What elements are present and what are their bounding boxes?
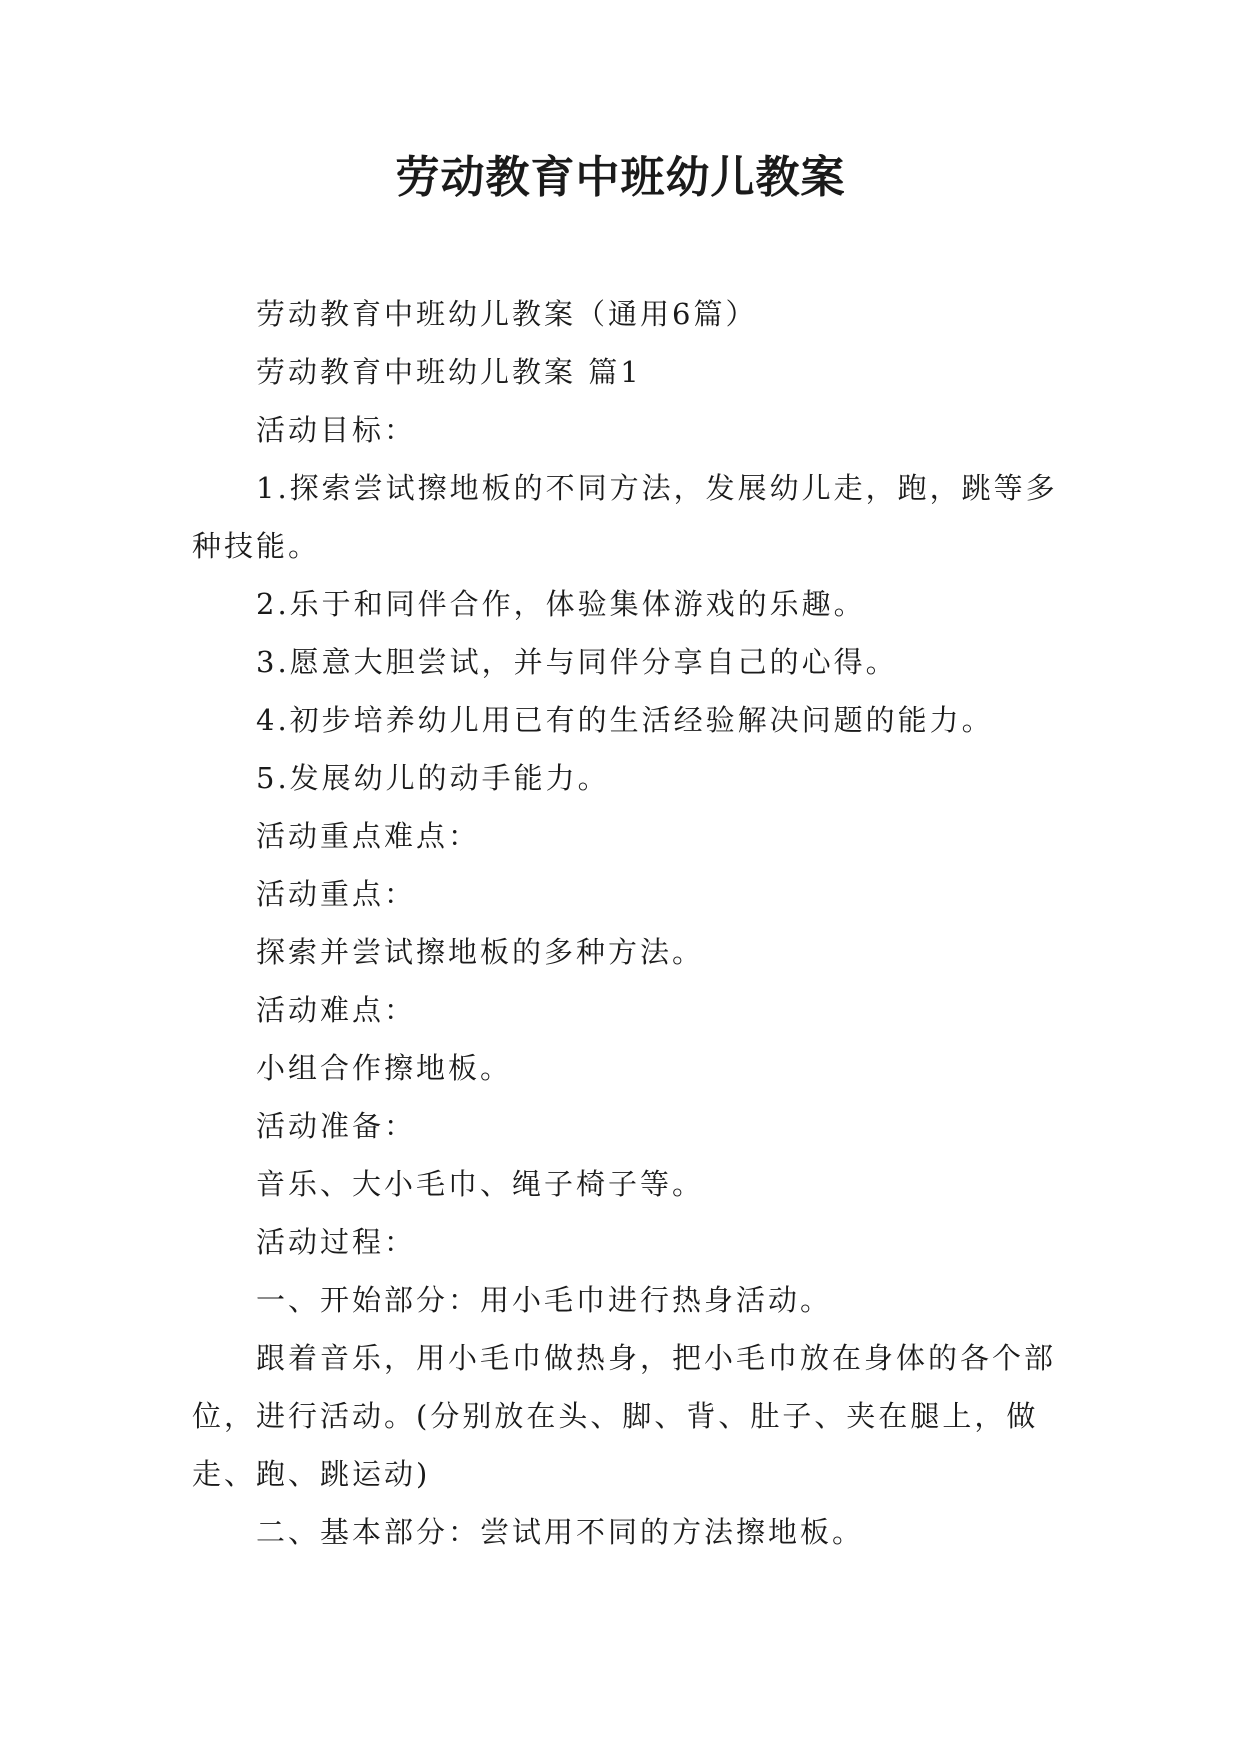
paragraph-preparation-heading: 活动准备： [256, 1109, 417, 1143]
document-title: 劳动教育中班幼儿教案 [395, 152, 846, 203]
paragraph-process-part-1-detail: 跟着音乐，用小毛巾做热身，把小毛巾放在身体的各个部位，进行活动。(分别放在头、脚、背、肚子、夹在腿上，做走、跑、跳运动) [192, 1341, 1057, 1491]
paragraph-focus-heading: 活动重点： [256, 877, 417, 911]
paragraph-key-points-heading: 活动重点难点： [256, 819, 481, 853]
paragraph-section-heading: 劳动教育中班幼儿教案 篇1 [256, 355, 642, 389]
paragraph-difficulty-heading: 活动难点： [256, 993, 417, 1027]
paragraph-preparation-text: 音乐、大小毛巾、绳子椅子等。 [256, 1167, 705, 1201]
paragraph-process-part-1: 一、开始部分：用小毛巾进行热身活动。 [256, 1283, 833, 1317]
paragraph-goal-4: 4.初步培养幼儿用已有的生活经验解决问题的能力。 [256, 703, 994, 737]
document-body [192, 285, 1072, 1561]
paragraph-doc-subtitle: 劳动教育中班幼儿教案（通用6篇） [256, 297, 758, 331]
paragraph-process-part-2: 二、基本部分：尝试用不同的方法擦地板。 [256, 1515, 865, 1549]
paragraph-goal-5: 5.发展幼儿的动手能力。 [256, 761, 610, 795]
paragraph-goal-2: 2.乐于和同伴合作，体验集体游戏的乐趣。 [256, 587, 866, 621]
paragraph-goal-3: 3.愿意大胆尝试，并与同伴分享自己的心得。 [256, 645, 898, 679]
paragraph-goal-1: 1.探索尝试擦地板的不同方法，发展幼儿走，跑，跳等多种技能。 [192, 471, 1058, 563]
paragraph-difficulty-text: 小组合作擦地板。 [256, 1051, 513, 1085]
paragraph-goals-heading: 活动目标： [256, 413, 417, 447]
paragraph-process-heading: 活动过程： [256, 1225, 417, 1259]
paragraph-focus-text: 探索并尝试擦地板的多种方法。 [256, 935, 705, 969]
